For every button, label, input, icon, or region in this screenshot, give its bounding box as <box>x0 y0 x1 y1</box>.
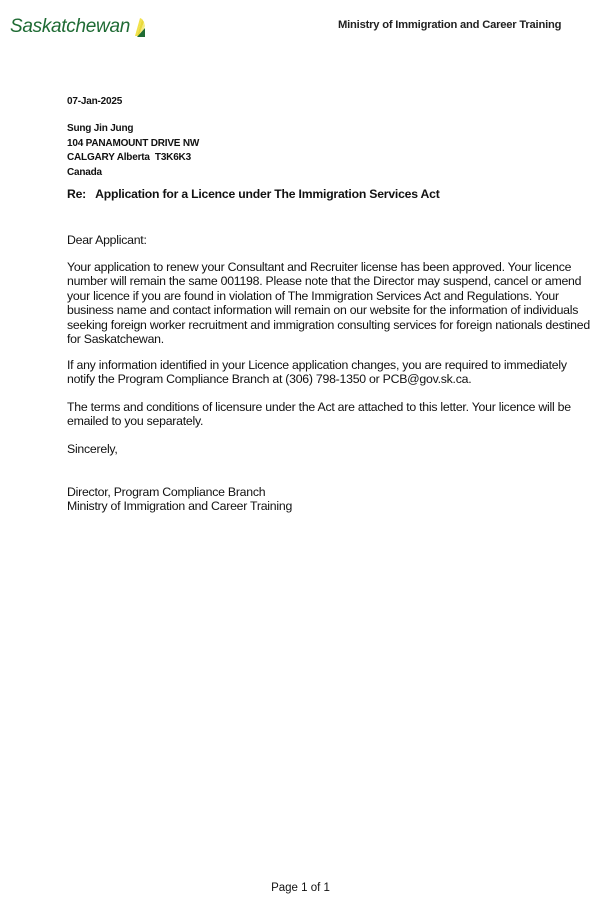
subject-line: Re: Application for a Licence under The Immigration Services Act <box>67 187 440 201</box>
ministry-name: Ministry of Immigration and Career Training <box>338 19 562 31</box>
signature-title: Director, Program Compliance Branch <box>67 485 266 499</box>
wheat-sheaf-icon <box>132 16 146 38</box>
recipient-name: Sung Jin Jung <box>67 123 134 134</box>
recipient-city: CALGARY Alberta T3K6K3 <box>67 152 191 163</box>
greeting: Dear Applicant: <box>67 233 147 247</box>
logo-text: Saskatchewan <box>10 16 130 37</box>
paragraph-notify: If any information identified in your Licence application changes, you are required to immediately notify the Program Compliance Branch at (306) 798-1350 or PCB@gov.sk.ca. <box>67 358 567 387</box>
recipient-address <box>67 122 199 180</box>
closing: Sincerely, <box>67 442 118 456</box>
signature-block <box>67 485 597 514</box>
page-number: Page 1 of 1 <box>271 882 330 894</box>
signature-org: Ministry of Immigration and Career Training <box>67 499 293 514</box>
letter-date: 07-Jan-2025 <box>67 96 123 107</box>
recipient-country: Canada <box>67 166 102 178</box>
paragraph-terms: The terms and conditions of licensure under the Act are attached to this letter. Your licence will be emailed to you separately. <box>67 400 571 429</box>
paragraph-approval: Your application to renew your Consultant and Recruiter license has been approved. Your licence number will remain the same 001198. Please note that the Director may suspend, cancel or amend your licence if you are found in violation of The Immigration Services Act and Regulations. Your business name and contact information will remain on our website for the information of individuals seeking foreign worker recruitment and immigration consulting services for foreign nationals destined for Saskatchewan. <box>67 260 590 347</box>
recipient-street: 104 PANAMOUNT DRIVE NW <box>67 137 200 149</box>
saskatchewan-logo <box>10 16 146 38</box>
